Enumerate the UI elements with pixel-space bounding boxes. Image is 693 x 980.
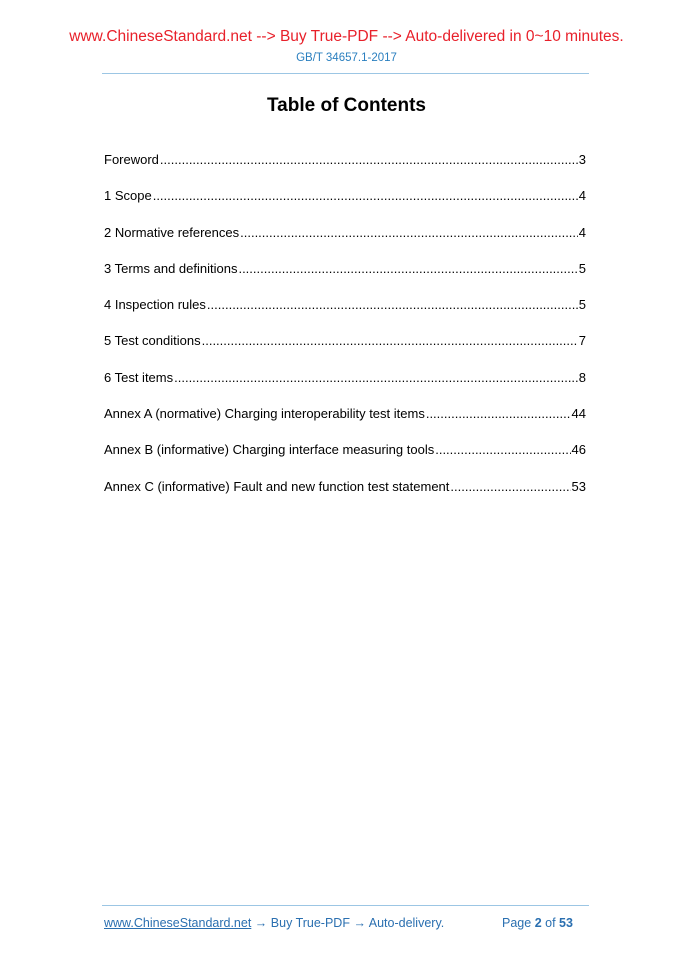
page-indicator xyxy=(502,916,573,930)
toc-entry-label: 3 Terms and definitions xyxy=(104,260,238,276)
document-code: GB/T 34657.1-2017 xyxy=(296,52,397,64)
auto-delivery-text: Auto-delivery. xyxy=(368,916,445,930)
current-page-number: 2 xyxy=(534,916,542,930)
toc-entry-annex-a[interactable] xyxy=(104,404,586,440)
toc-entry-label: 1 Scope xyxy=(104,188,152,204)
toc-leader-dots xyxy=(174,368,578,388)
toc-entry-inspection-rules[interactable] xyxy=(104,295,586,331)
toc-entry-annex-c[interactable] xyxy=(104,477,586,513)
toc-list xyxy=(104,150,586,513)
website-link[interactable]: www.ChineseStandard.net xyxy=(104,916,252,930)
toc-entry-test-conditions[interactable] xyxy=(104,331,586,367)
buy-text: Buy True-PDF xyxy=(270,916,350,930)
toc-entry-label: 2 Normative references xyxy=(104,224,240,240)
toc-leader-dots xyxy=(238,259,577,279)
toc-entry-page: 5 xyxy=(578,297,586,313)
promo-banner: www.ChineseStandard.net --> Buy True-PDF --> Auto-delivered in 0~10 minutes. xyxy=(69,28,624,45)
toc-entry-label: 4 Inspection rules xyxy=(104,297,206,313)
toc-entry-page: 5 xyxy=(578,260,586,276)
toc-entry-label: Annex C (informative) Fault and new function test statement xyxy=(104,478,450,494)
footer-links xyxy=(104,916,444,930)
toc-entry-page: 53 xyxy=(571,478,586,494)
toc-entry-foreword[interactable] xyxy=(104,150,586,186)
toc-leader-dots xyxy=(435,440,570,460)
toc-entry-label: 5 Test conditions xyxy=(104,333,201,349)
toc-entry-page: 4 xyxy=(578,188,586,204)
toc-entry-page: 4 xyxy=(578,224,586,240)
toc-leader-dots xyxy=(450,477,570,497)
toc-leader-dots xyxy=(426,404,571,424)
toc-title: Table of Contents xyxy=(266,95,427,116)
toc-entry-annex-b[interactable] xyxy=(104,440,586,476)
toc-entry-test-items[interactable] xyxy=(104,368,586,404)
footer-divider xyxy=(102,905,589,906)
toc-entry-page: 44 xyxy=(571,406,586,422)
toc-entry-label: Foreword xyxy=(104,152,159,167)
toc-entry-page: 8 xyxy=(578,369,586,385)
total-pages-number: 53 xyxy=(559,916,573,930)
toc-leader-dots xyxy=(240,223,578,243)
arrow-right-icon: → xyxy=(353,916,366,930)
toc-entry-terms-definitions[interactable] xyxy=(104,259,586,295)
of-word: of xyxy=(545,916,556,930)
toc-entry-page: 3 xyxy=(578,152,586,167)
toc-leader-dots xyxy=(153,186,578,206)
toc-leader-dots xyxy=(207,295,578,315)
toc-leader-dots xyxy=(160,150,578,170)
toc-entry-label: 6 Test items xyxy=(104,369,174,385)
toc-entry-scope[interactable] xyxy=(104,186,586,222)
toc-entry-label: Annex A (normative) Charging interoperability test items xyxy=(104,406,425,422)
header-divider xyxy=(102,73,589,74)
toc-entry-label: Annex B (informative) Charging interface measuring tools xyxy=(104,442,435,458)
page-word: Page xyxy=(502,916,532,930)
arrow-right-icon: → xyxy=(254,916,268,930)
toc-entry-page: 7 xyxy=(578,333,586,349)
toc-leader-dots xyxy=(202,331,578,351)
toc-entry-normative-references[interactable] xyxy=(104,223,586,259)
toc-entry-page: 46 xyxy=(571,442,586,458)
